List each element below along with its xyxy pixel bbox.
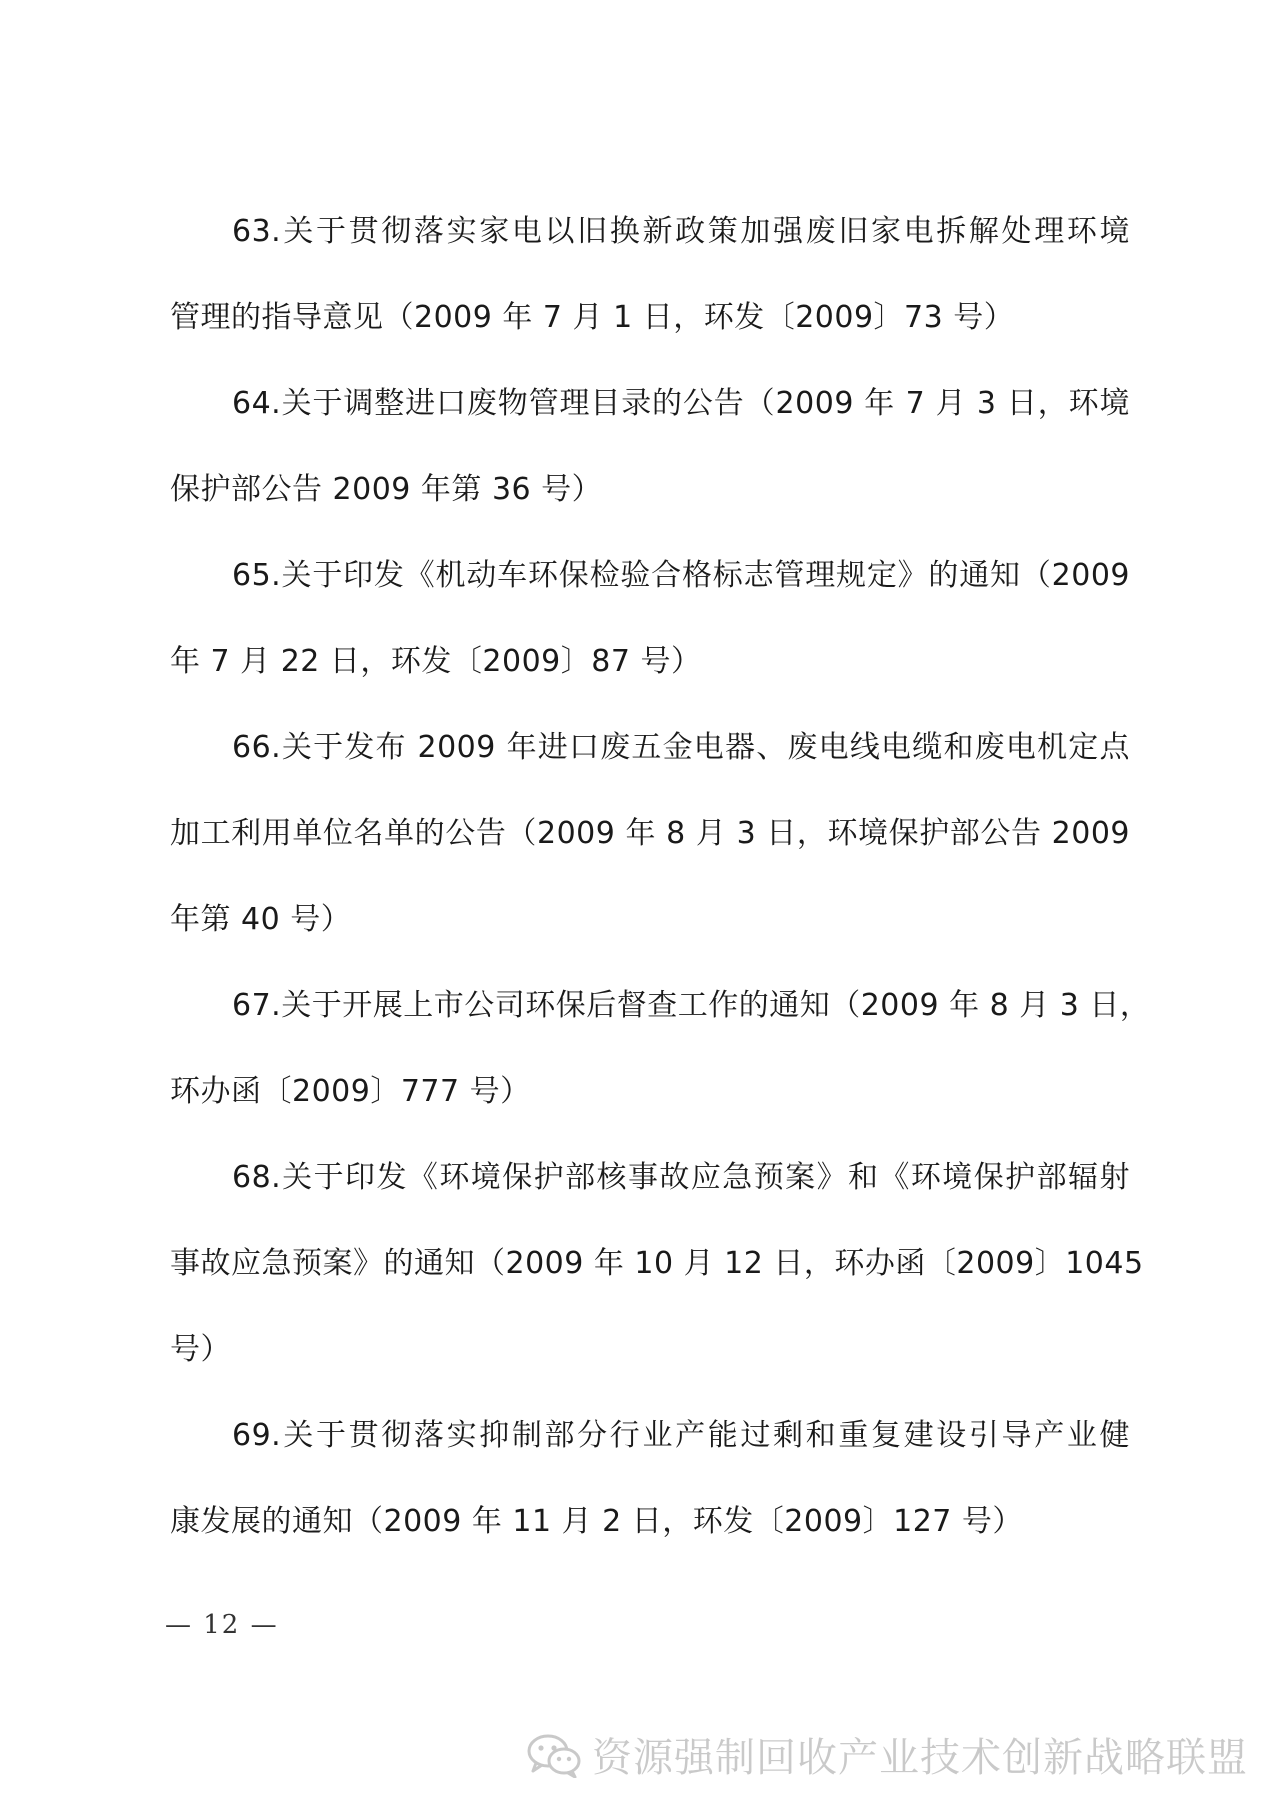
entry-63-line-1: 63.关于贯彻落实家电以旧换新政策加强废旧家电拆解处理环境 <box>232 214 1130 249</box>
entry-68-line-3: 号） <box>170 1332 231 1367</box>
watermark-text: 资源强制回收产业技术创新战略联盟 <box>592 1735 1248 1781</box>
entry-64-line-1: 64.关于调整进口废物管理目录的公告（2009 年 7 月 3 日，环境 <box>232 386 1130 421</box>
entry-65-line-2: 年 7 月 22 日，环发〔2009〕87 号） <box>170 644 702 679</box>
page-number: — 12 — <box>165 1610 279 1640</box>
entry-67-line-2: 环办函〔2009〕777 号） <box>170 1074 531 1109</box>
entry-66-line-2: 加工利用单位名单的公告（2009 年 8 月 3 日，环境保护部公告 2009 <box>170 816 1130 851</box>
entry-65-line-1: 65.关于印发《机动车环保检验合格标志管理规定》的通知（2009 <box>232 558 1130 593</box>
entry-67-line-1: 67.关于开展上市公司环保后督查工作的通知（2009 年 8 月 3 日， <box>232 988 1151 1023</box>
wechat-icon <box>526 1732 582 1778</box>
entry-68-line-1: 68.关于印发《环境保护部核事故应急预案》和《环境保护部辐射 <box>232 1160 1130 1195</box>
entry-64-line-2: 保护部公告 2009 年第 36 号） <box>170 472 603 507</box>
watermark <box>526 1726 1248 1783</box>
entry-66-line-3: 年第 40 号） <box>170 902 352 937</box>
entry-63-line-2: 管理的指导意见（2009 年 7 月 1 日，环发〔2009〕73 号） <box>170 300 1015 335</box>
entry-69-line-1: 69.关于贯彻落实抑制部分行业产能过剩和重复建设引导产业健 <box>232 1418 1130 1453</box>
entry-69-line-2: 康发展的通知（2009 年 11 月 2 日，环发〔2009〕127 号） <box>170 1504 1023 1539</box>
entry-68-line-2: 事故应急预案》的通知（2009 年 10 月 12 日，环办函〔2009〕1045 <box>170 1246 1144 1281</box>
entry-66-line-1: 66.关于发布 2009 年进口废五金电器、废电线电缆和废电机定点 <box>232 730 1130 765</box>
